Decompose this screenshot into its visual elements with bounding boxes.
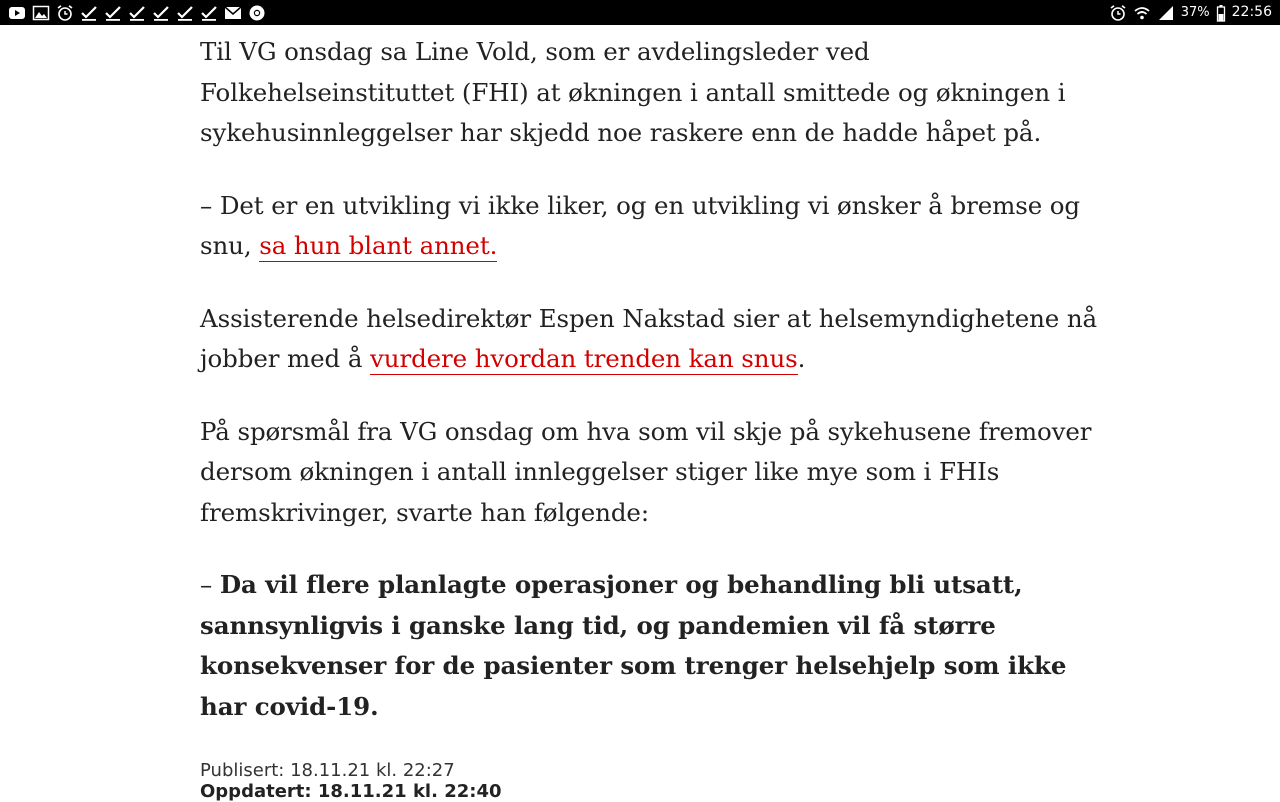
check-icon	[200, 4, 218, 22]
link-sa-hun-blant-annet[interactable]: sa hun blant annet.	[259, 231, 498, 260]
alarm-icon	[1109, 4, 1127, 22]
check-icon	[152, 4, 170, 22]
paragraph-quote-utvikling	[200, 186, 1120, 267]
youtube-icon	[8, 4, 26, 22]
period: .	[797, 344, 806, 373]
clock: 22:56	[1231, 4, 1272, 20]
bold-quote-text: Da vil flere planlagte operasjoner og behandling bli utsatt, sannsynligvis i ganske lang tid, og pandemien vil få større konsekvenser for de pasienter som trenger helsehjelp som ikke har covid-19.	[200, 570, 1067, 721]
alarm-icon	[56, 4, 74, 22]
status-bar	[0, 0, 1280, 25]
paragraph-bold-quote	[200, 565, 1120, 727]
paragraph-line-vold: Til VG onsdag sa Line Vold, som er avdelingsleder ved Folkehelseinstituttet (FHI) at økningen i antall smittede og økningen i sykehusinnleggelser har skjedd noe raskere enn de hadde håpet på.	[200, 37, 1066, 147]
published-timestamp: Publisert: 18.11.21 kl. 22:27	[200, 760, 455, 781]
check-icon	[128, 4, 146, 22]
notification-icons	[8, 3, 266, 22]
battery-percent: 37%	[1180, 5, 1210, 20]
system-status	[1109, 3, 1272, 22]
check-icon	[80, 4, 98, 22]
paragraph-question: På spørsmål fra VG onsdag om hva som vil skje på sykehusene fremover dersom økningen i antall innleggelser stiger like mye som i FHIs fremskrivinger, svarte han følgende:	[200, 416, 1092, 527]
quote-dash: –	[200, 570, 220, 599]
wifi-icon	[1133, 4, 1151, 22]
paragraph-text: Assisterende helsedirektør Espen Nakstad sier at helsemyndighetene nå jobber med å	[200, 303, 1098, 373]
quote-text: – Det er en utvikling vi ikke liker, og en utvikling vi ønsker å bremse og snu,	[200, 190, 1081, 260]
check-icon	[176, 4, 194, 22]
article-body	[200, 32, 1120, 727]
updated-timestamp: Oppdatert: 18.11.21 kl. 22:40	[200, 781, 502, 802]
article-meta	[200, 760, 502, 802]
chrome-icon	[248, 4, 266, 22]
link-vurdere-trenden[interactable]: vurdere hvordan trenden kan snus	[370, 344, 798, 373]
signal-icon	[1157, 4, 1175, 22]
battery-icon	[1216, 4, 1226, 22]
image-icon	[32, 4, 50, 22]
mail-icon	[224, 4, 242, 22]
paragraph-nakstad	[200, 299, 1120, 380]
check-icon	[104, 4, 122, 22]
